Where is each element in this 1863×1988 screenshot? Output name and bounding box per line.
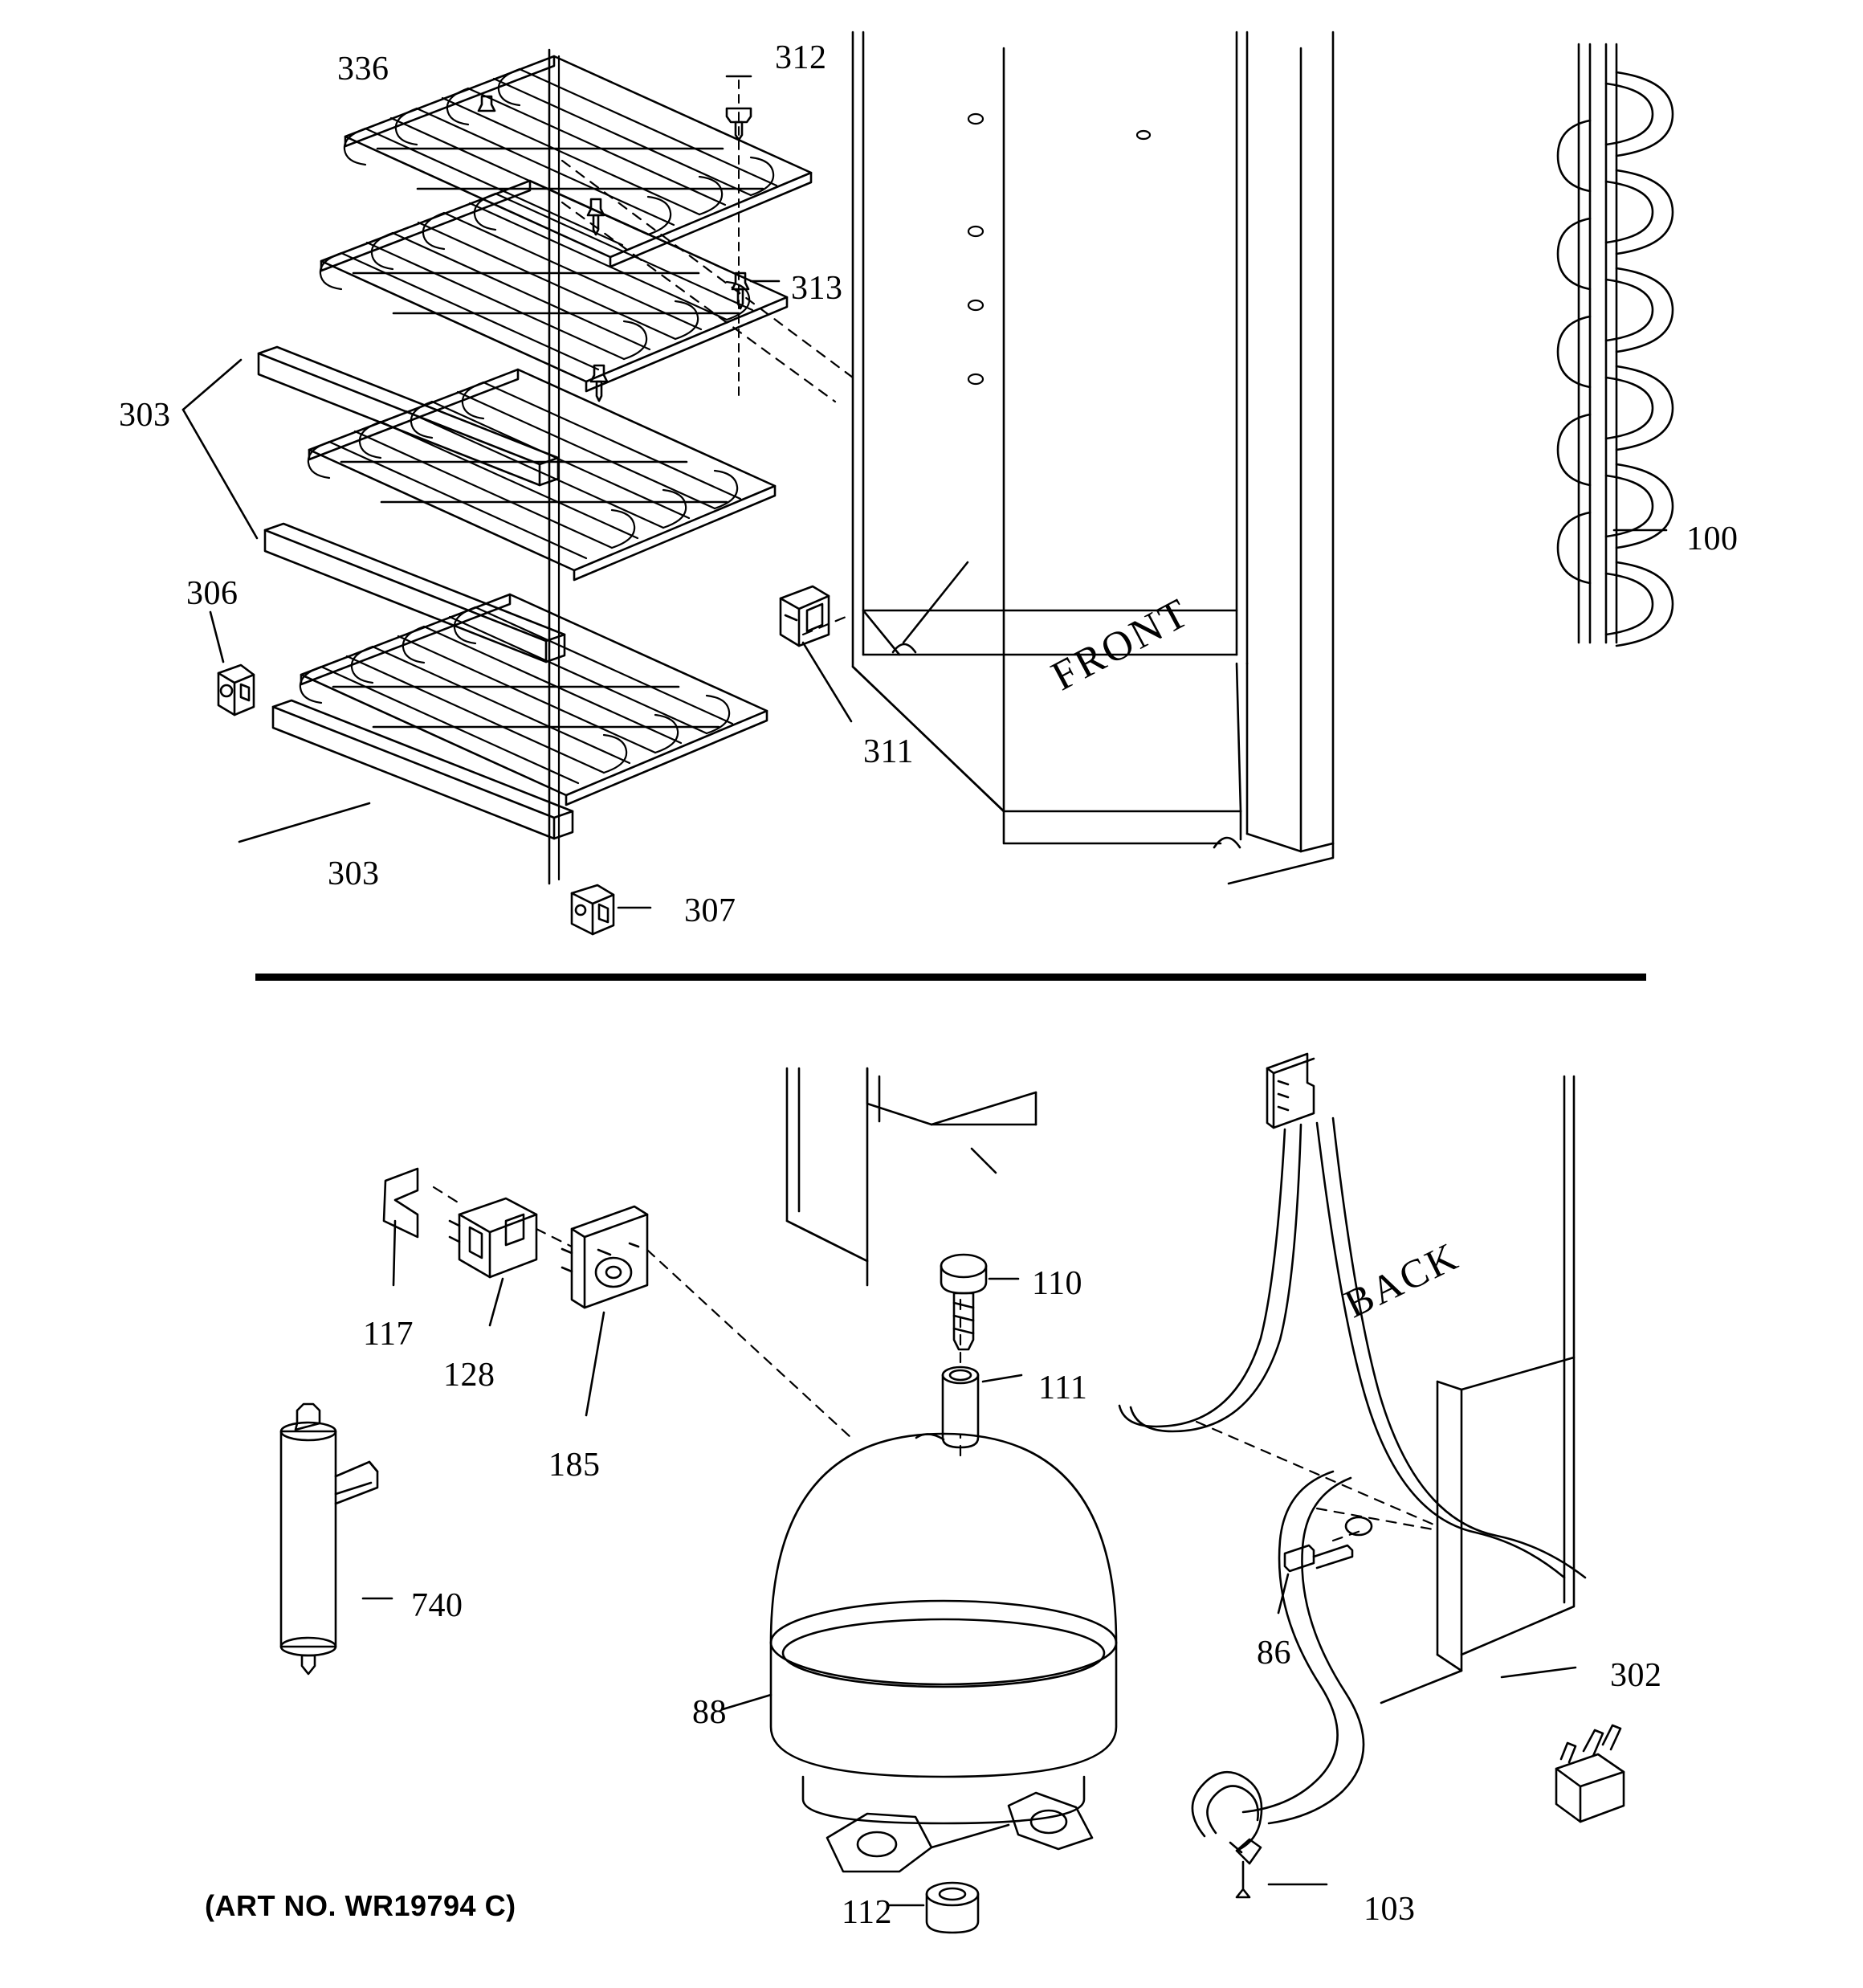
leader-111 bbox=[983, 1375, 1021, 1382]
art-number-label: (ART NO. WR19794 C) bbox=[205, 1889, 516, 1922]
callout-185-relay: 185 bbox=[548, 1447, 601, 1484]
leader-117 bbox=[393, 1221, 395, 1285]
callout-306-clip-left: 306 bbox=[186, 575, 238, 612]
callout-112-mounting-grommet: 112 bbox=[842, 1894, 892, 1931]
callout-86-screw: 86 bbox=[1257, 1635, 1291, 1672]
callout-312-screw: 312 bbox=[775, 39, 827, 76]
leader-306 bbox=[210, 612, 223, 662]
leader-303-mid bbox=[183, 410, 257, 538]
callout-303-shelf-rail-lower: 303 bbox=[328, 855, 380, 892]
callout-302-power-cord: 302 bbox=[1610, 1657, 1662, 1694]
callout-336-wire-shelf: 336 bbox=[337, 51, 389, 88]
leader-311 bbox=[803, 643, 851, 721]
overload-protector-128 bbox=[450, 1198, 536, 1277]
clamp-103 bbox=[1192, 1772, 1262, 1897]
shelf-rail-upper-303 bbox=[259, 347, 558, 485]
clip-306 bbox=[218, 665, 254, 715]
cabinet-lower-shell bbox=[787, 1068, 1574, 1703]
callout-111-grommet-sleeve: 111 bbox=[1038, 1370, 1088, 1406]
leader-185 bbox=[586, 1312, 604, 1415]
callout-307-clip-bottom: 307 bbox=[684, 892, 736, 929]
leader-303-upper bbox=[183, 360, 241, 410]
cabinet-upper-shell bbox=[853, 32, 1333, 884]
cover-clip-117 bbox=[384, 1169, 418, 1237]
mounting-grommet-112 bbox=[927, 1883, 978, 1933]
relay-185 bbox=[562, 1206, 647, 1308]
bracket-311 bbox=[781, 586, 829, 646]
callout-311-bracket: 311 bbox=[863, 733, 914, 770]
screw-86 bbox=[1285, 1545, 1352, 1571]
leader-88 bbox=[723, 1695, 771, 1709]
compressor-88 bbox=[771, 1434, 1116, 1872]
dryer-filter-740 bbox=[281, 1404, 377, 1674]
condenser-coil-100 bbox=[1558, 44, 1673, 646]
clip-307 bbox=[572, 885, 614, 934]
callout-110-bolt: 110 bbox=[1032, 1265, 1082, 1302]
wire-shelf-4 bbox=[300, 594, 767, 805]
power-cord-302 bbox=[1119, 1054, 1624, 1823]
section-divider bbox=[255, 974, 1646, 981]
callout-303-shelf-rail-upper: 303 bbox=[119, 397, 171, 434]
callout-313-pin: 313 bbox=[791, 270, 843, 307]
callout-117-cover-clip: 117 bbox=[363, 1316, 414, 1353]
leader-128 bbox=[490, 1279, 503, 1325]
leader-302 bbox=[1502, 1668, 1576, 1677]
back-orientation-label: BACK bbox=[1337, 1232, 1466, 1327]
callout-128-overload-protector: 128 bbox=[443, 1357, 495, 1394]
callout-740-dryer-filter: 740 bbox=[411, 1587, 463, 1624]
leader-303-lower bbox=[239, 803, 369, 842]
callout-88-compressor: 88 bbox=[692, 1694, 727, 1731]
front-orientation-label: FRONT bbox=[1044, 589, 1198, 700]
pin-313c bbox=[588, 199, 604, 235]
callout-100-condenser-coil: 100 bbox=[1686, 520, 1739, 557]
callout-103-clamp: 103 bbox=[1364, 1891, 1416, 1928]
bolt-110 bbox=[941, 1255, 986, 1349]
